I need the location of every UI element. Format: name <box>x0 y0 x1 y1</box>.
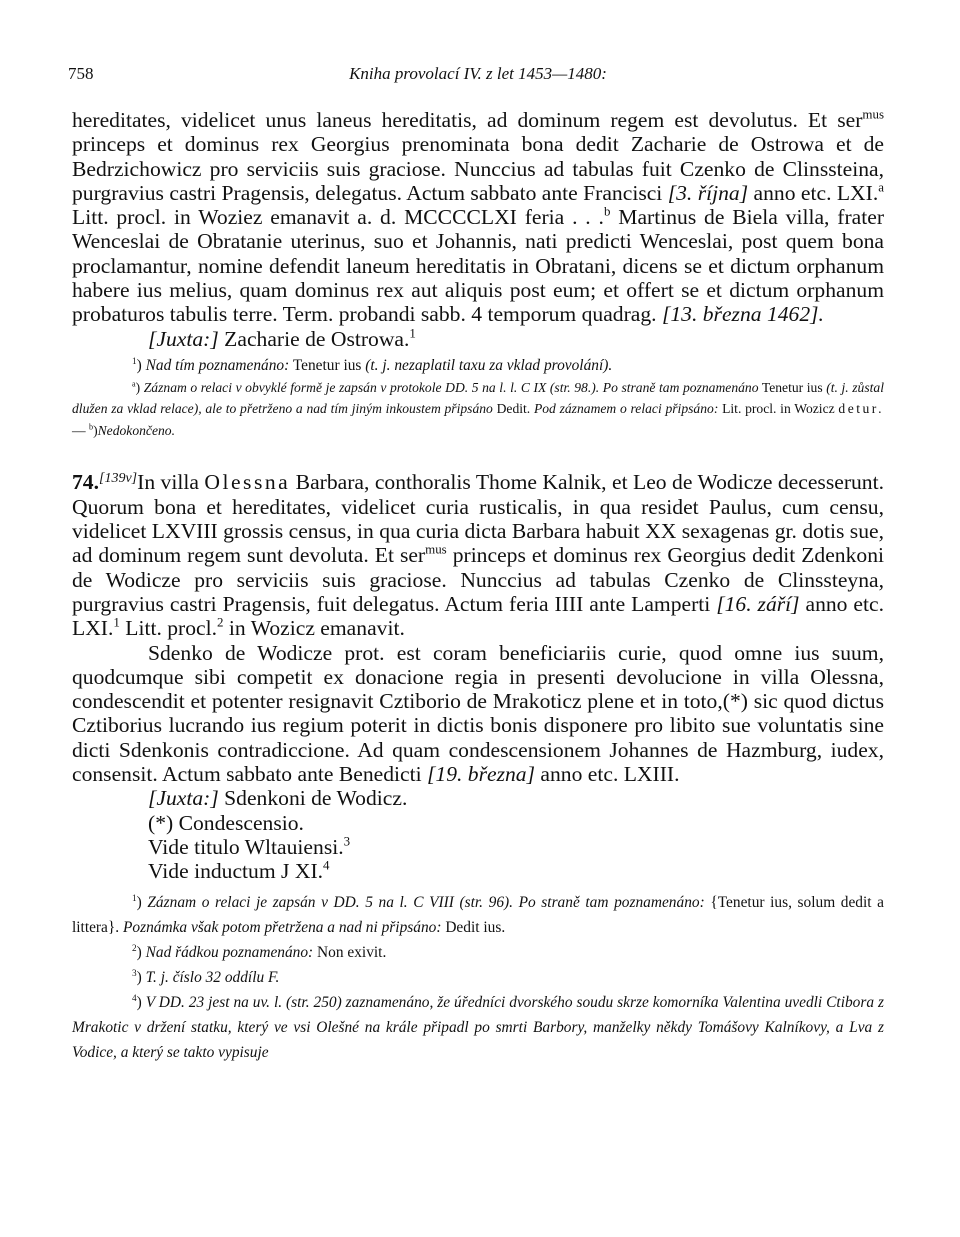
entry-73-continuation: hereditates, videlicet unus laneus hereditatis, ad dominum regem est devolutus. Et ser$^{mus}$ princeps et dominus rex Georgius prenominata bona dedit Zacharie de Ostrowa et de Bedrzichowicz pro serviciis suis graciose. Nunccius ad tabulas fuit Czenko de Clinssteina, purgravius castri Pragensis, delegatus. Actum sabbato ante Francisci [3. října] anno etc. LXI.$^a$ Litt. procl. in Woziez emanavit a. d. MCCCCLXI feria . . .$^b$ Martinus de Biela villa, frater Wenceslai de Obratanie uterinus, suo et Johannis, nati predicti Wenceslai, post quem bona proclamantur, nomine defendit laneum hereditatis in Obratani, dicens se et dictum orphanum habere ius melius, quam dominus rex aut aliquis post eum; et offert se et dictum orphanum probaturos tabulis terre. Term. probandi sabb. 4 temporum quadrag. [13. března 1462]. <box>72 106 885 327</box>
date-note: [3. října] <box>667 180 749 205</box>
date-note: [19. března] <box>427 762 535 787</box>
folio-mark: [139v] <box>99 471 138 487</box>
page-header <box>68 58 884 88</box>
page-number: 758 <box>68 64 94 83</box>
entry-74-resignation: Sdenko de Wodicze prot. est coram beneficiariis curie, quod omne ius suum, quodcumque sibi competit ex donacione regia in presenti devolucione in villa Olessna, condescendit et potenter resignavit Cztiborio de Mrakoticz plene et in toto,(*) sic quod dictus Cztiborius lucrando ius regium poterit in dictis bonis disponere pro libito sue voluntatis sine dicti Sdenkonis contradiccione. Ad quam condescensionem Johannes de Hazmburg, iudex, consensit. Actum sabbato ante Benedicti [19. března] anno etc. LXIII. <box>72 640 884 787</box>
vide-line-1: Vide titulo Wltauiensi.$^3$ <box>148 833 351 859</box>
footnote-3: $^3$) T. j. číslo 32 oddílu F. <box>132 967 280 986</box>
date-note: [16. září] <box>716 591 800 616</box>
document-page <box>68 58 885 1065</box>
footnote-2: $^2$) Nad řádkou poznamenáno: Non exivit. <box>132 942 387 961</box>
condescensio-line: (*) Condescensio. <box>148 810 304 835</box>
footnotes-block-1 <box>72 355 884 442</box>
footnote-4: $^4$) V DD. 23 jest na uv. l. (str. 250) zaznamenáno, že úředníci dvorského soudu skrze komorníka Valentina uvedli Ctibora z Mrakotic v držení statku, který ve vsi Olešné na krále připadl po smrti Barbory, manželky někdy Tomášovy Kalníkovy, a Lva z Vodice, a který se takto vypisuje <box>72 992 884 1061</box>
footnote-a: $^a$) Záznam o relaci v obvyklé formě je zapsán v protokole DD. 5 na l. l. C IX (str. 98.). Po straně tam poznamenáno Tenetur ius (t. j. zůstal dlužen za vklad relace), ale to přetrženo a nad tím jiným inkoustem připsáno Dedit. Pod záznamem o relaci připsáno: Lit. procl. in Wozicz detur. — $^b$)Nedokončeno. <box>72 379 884 438</box>
footnote-1: $^1$) Záznam o relaci je zapsán v DD. 5 na l. C VIII (str. 96). Po straně tam poznamenáno: {Tenetur ius, solum dedit a littera}. Poznámka však potom přetržena a nad ni připsáno: Dedit ius. <box>72 892 884 936</box>
entry-number: 74. <box>72 470 99 495</box>
date-note: [13. března 1462]. <box>661 302 824 327</box>
footnote-1: $^1$) Nad tím poznamenáno: Tenetur ius (t. j. nezaplatil taxu za vklad provolání). <box>132 355 613 374</box>
juxta-line: [Juxta:] Sdenkoni de Wodicz. <box>148 786 408 811</box>
vide-line-2: Vide inductum J XI.$^4$ <box>148 857 330 884</box>
place-name: Olessna <box>204 470 291 495</box>
juxta-line: [Juxta:] Zacharie de Ostrowa.$^1$ <box>148 325 416 351</box>
entry-74: 74.[139v]In villa Olessna Barbara, conthoralis Thome Kalnik, et Leo de Wodicze decesserunt. Quorum bona et hereditates, videlicet curia rusticalis, in qua residet Paulus, cum censu, videlicet LXVIII grossis census, in qua curia dicta Barbara habuit XX sexagenas gr. dotis sue, ad dominum regem sunt devoluta. Et ser$^{mus}$ princeps et dominus rex Georgius dedit Zdenkoni de Wodicze pro serviciis suis graciose. Nunccius ad tabulas Czenko de Clinssteyna, purgravius castri Pragensis, fuit delegatus. Actum feria IIII ante Lamperti [16. září] anno etc. LXI.$^1$ Litt. procl.$^2$ in Wozicz emanavit. <box>72 470 884 641</box>
footnotes-block-2 <box>72 890 884 1065</box>
running-title: Kniha provolací IV. z let 1453—1480: <box>349 64 607 83</box>
